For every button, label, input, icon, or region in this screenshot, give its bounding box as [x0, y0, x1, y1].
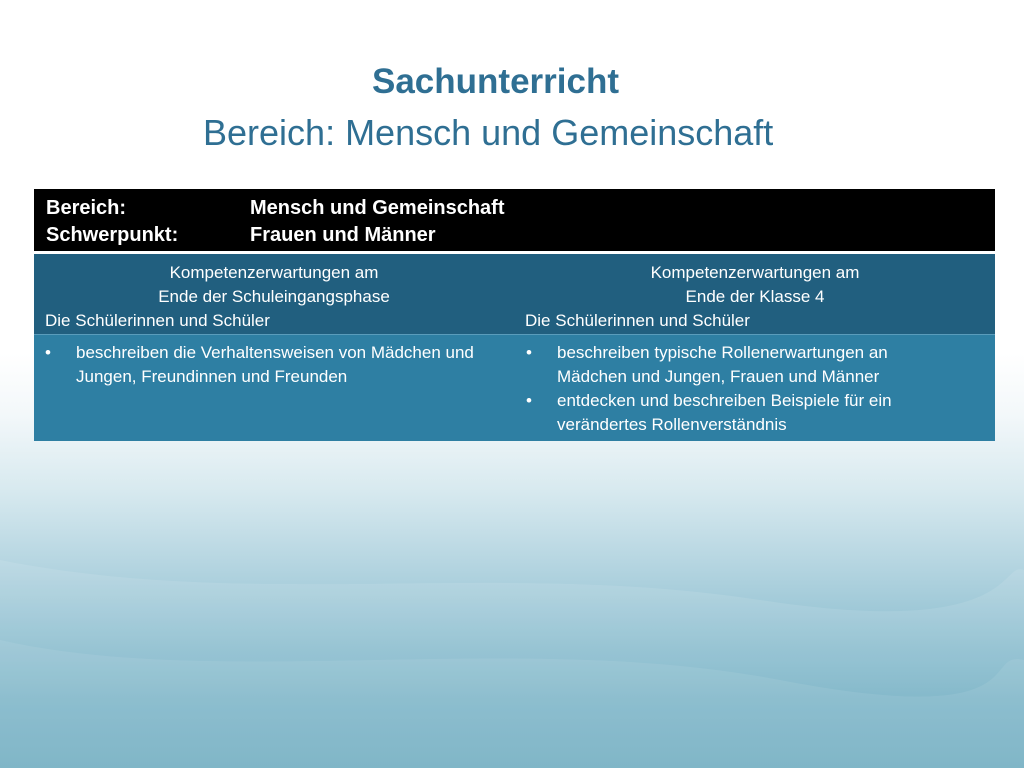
list-item — [515, 341, 955, 389]
bullet-list-left — [34, 341, 504, 389]
title-line-2: Bereich: Mensch und Gemeinschaft — [203, 112, 774, 153]
list-item — [515, 389, 955, 437]
bullet-list-right — [515, 341, 955, 437]
heading-left-subject: Die Schülerinnen und Schüler — [45, 311, 270, 330]
competency-heading-right — [515, 254, 995, 334]
competency-heading-row — [34, 254, 995, 334]
heading-right-line1: Kompetenzerwartungen am — [650, 263, 860, 282]
bullet-text: beschreiben typische Rollenerwartungen an Mädchen und Jungen, Frauen und Männer — [557, 343, 888, 386]
table-header — [34, 189, 995, 251]
competency-table — [34, 189, 995, 441]
title-line-1: Sachunterricht — [372, 62, 619, 101]
bereich-value: Mensch und Gemeinschaft — [250, 197, 505, 219]
bullet-icon: • — [526, 391, 532, 410]
bereich-label: Bereich: — [46, 197, 127, 219]
heading-right-subject: Die Schülerinnen und Schüler — [525, 311, 750, 330]
bullet-text: entdecken und beschreiben Beispiele für ein verändertes Rollenverständnis — [557, 391, 892, 434]
heading-left-line1: Kompetenzerwartungen am — [169, 263, 379, 282]
bullet-icon: • — [526, 343, 532, 362]
competency-content-row — [34, 334, 995, 441]
competency-heading-left — [34, 254, 514, 334]
bullet-text: beschreiben die Verhaltensweisen von Mädchen und Jungen, Freundinnen und Freunden — [76, 343, 474, 386]
schwerpunkt-value: Frauen und Männer — [250, 224, 436, 246]
content-left — [34, 335, 514, 447]
content-right — [515, 335, 995, 447]
heading-right-line2: Ende der Klasse 4 — [685, 287, 825, 306]
list-item — [34, 341, 504, 389]
schwerpunkt-label: Schwerpunkt: — [46, 224, 179, 246]
heading-left-line2: Ende der Schuleingangsphase — [158, 287, 390, 306]
bullet-icon: • — [45, 343, 51, 362]
